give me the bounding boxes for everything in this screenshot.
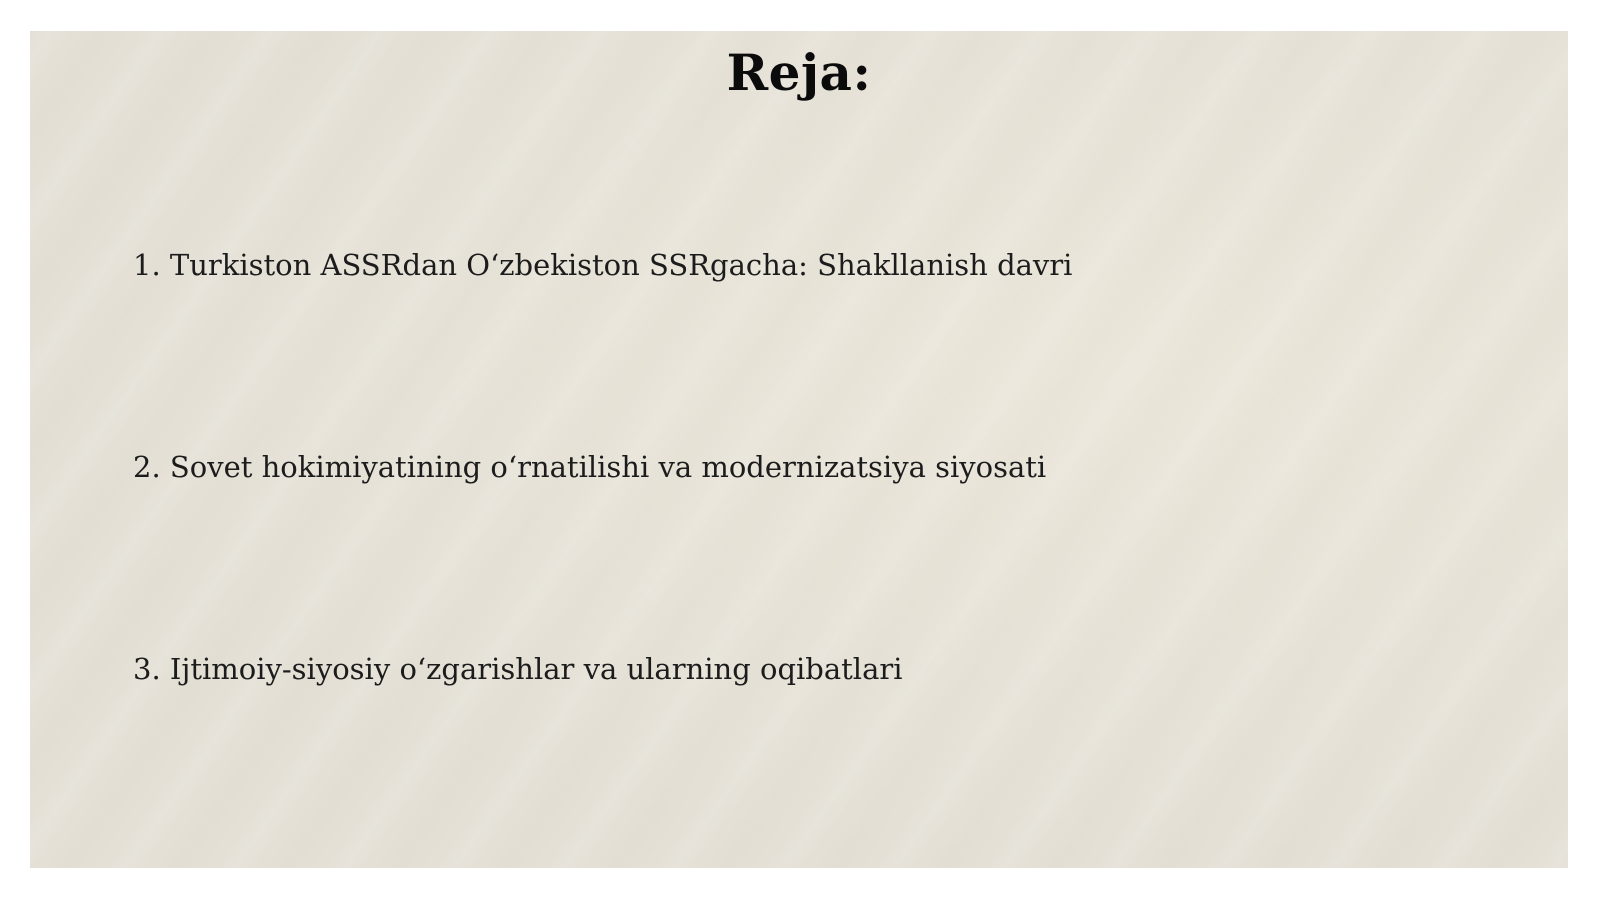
slide-title: Reja: bbox=[726, 43, 872, 102]
plan-item: 2. Sovet hokimiyatining o‘rnatilishi va modernizatsiya siyosati bbox=[133, 450, 1047, 484]
plan-item: 3. Ijtimoiy-siyosiy o‘zgarishlar va ularning oqibatlari bbox=[133, 652, 903, 686]
plan-item: 1. Turkiston ASSRdan O‘zbekiston SSRgacha: Shakllanish davri bbox=[133, 248, 1073, 282]
slide bbox=[30, 31, 1568, 868]
